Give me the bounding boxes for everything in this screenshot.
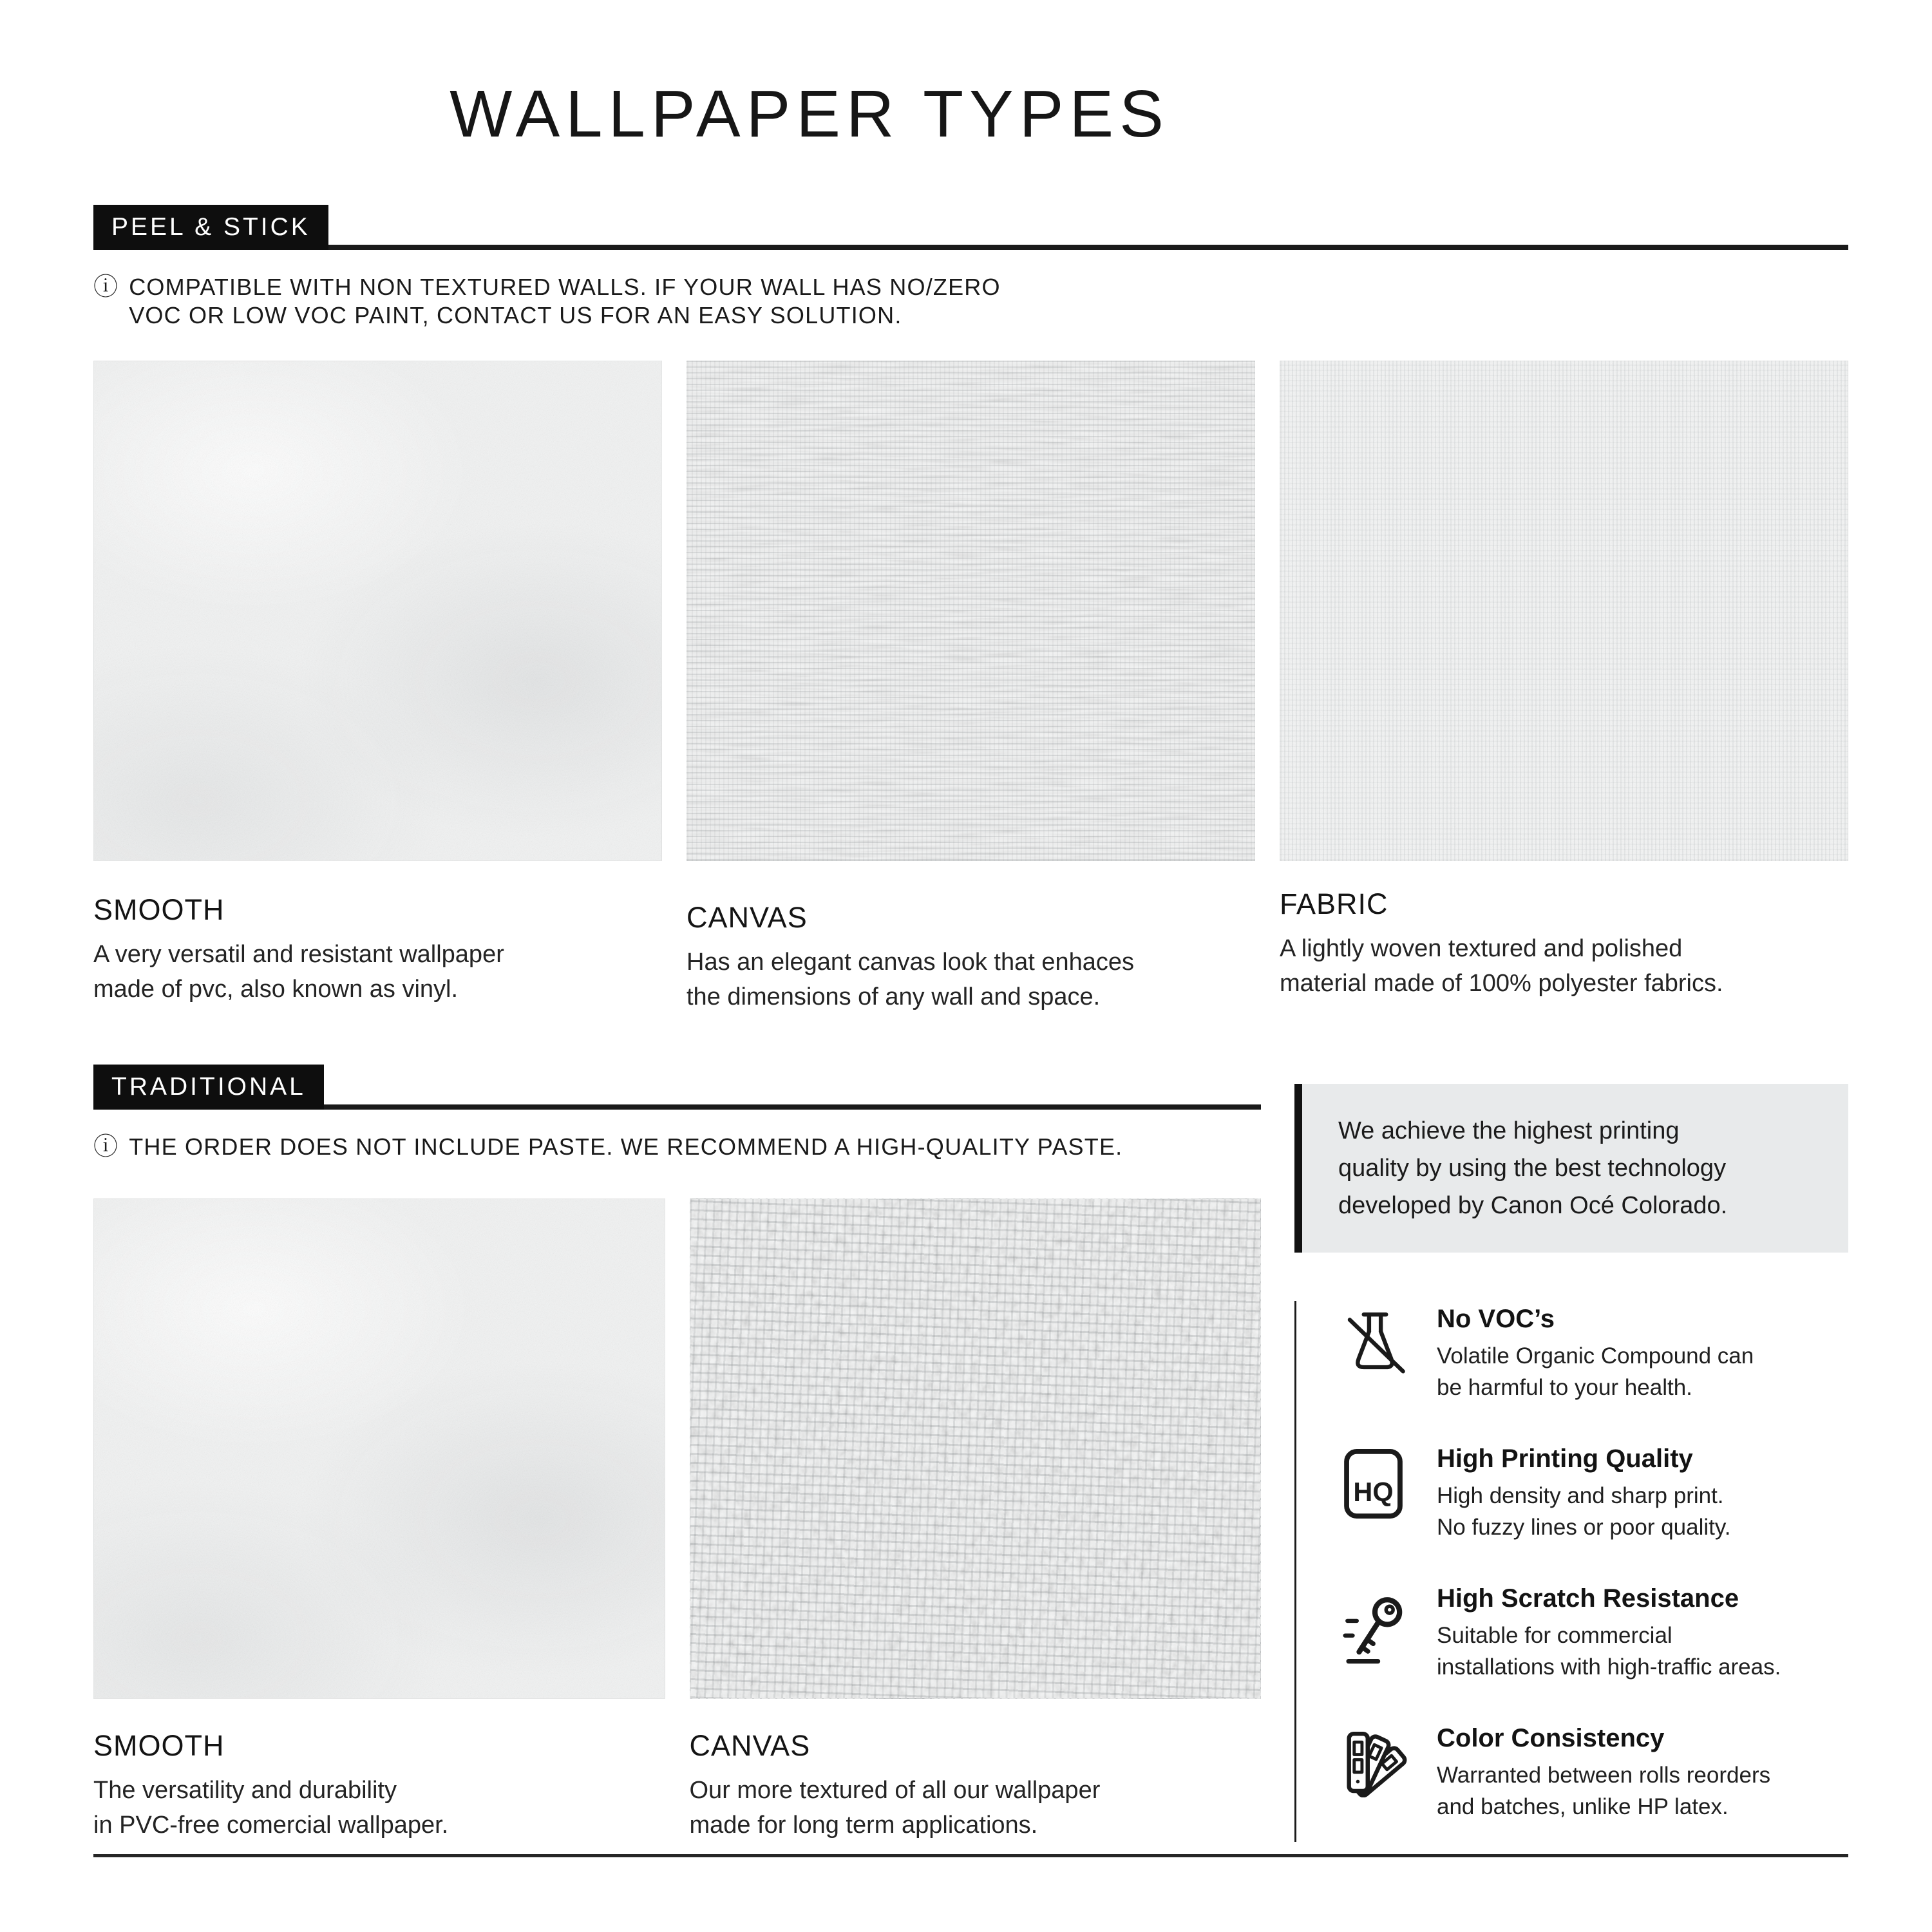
hq-badge-icon [1343, 1444, 1407, 1543]
panel-line: We achieve the highest printing [1338, 1117, 1680, 1145]
feature-no-voc [1343, 1305, 1848, 1403]
feature-high-scratch-resistance [1343, 1584, 1848, 1683]
peel-stick-rule [328, 245, 1848, 250]
feature-title: High Scratch Resistance [1437, 1584, 1739, 1613]
traditional-types [93, 1198, 1261, 1842]
page-title: WALLPAPER TYPES [450, 77, 1170, 151]
svg-text:HQ: HQ [1353, 1477, 1394, 1508]
panel-line: quality by using the best technology [1338, 1155, 1727, 1182]
info-icon: ⓘ [93, 274, 119, 301]
canvas-texture-swatch [687, 361, 1255, 861]
type-description: Has an elegant canvas look that enhaces the dimensions of any wall and space. [687, 949, 1135, 1011]
printing-quality-panel [1294, 1084, 1848, 1253]
footer-rule [93, 1854, 1848, 1857]
feature-title: High Printing Quality [1437, 1444, 1693, 1473]
feature-text: High density and sharp print. No fuzzy lines or poor quality. [1437, 1483, 1731, 1540]
type-description: A lightly woven textured and polished material made of 100% polyester fabrics. [1280, 935, 1723, 998]
traditional-note [93, 1133, 1261, 1161]
panel-accent-bar [1294, 1084, 1302, 1253]
feature-text: Volatile Organic Compound can be harmful to your health. [1437, 1343, 1754, 1401]
traditional-label: TRADITIONAL [93, 1065, 324, 1110]
peel-stick-note-line: VOC OR LOW VOC PAINT, CONTACT US FOR AN EASY SOLUTION. [129, 302, 902, 329]
feature-color-consistency [1343, 1724, 1848, 1823]
type-card-canvas [687, 361, 1255, 1014]
flask-crossed-icon [1343, 1305, 1407, 1403]
peel-stick-note-line: COMPATIBLE WITH NON TEXTURED WALLS. IF YOUR WALL HAS NO/ZERO [129, 274, 1001, 301]
type-description: Our more textured of all our wallpaper made for long term applications. [689, 1777, 1101, 1839]
peel-stick-label: PEEL & STICK [93, 205, 328, 250]
peel-stick-note [93, 273, 1848, 330]
smooth-texture-swatch [93, 1198, 665, 1699]
color-fan-icon [1343, 1724, 1407, 1823]
quality-sidebar [1294, 1084, 1848, 1842]
feature-title: Color Consistency [1437, 1724, 1665, 1753]
fabric-texture-swatch [1280, 361, 1848, 861]
type-label: FABRIC [1280, 887, 1388, 921]
peel-stick-types [93, 361, 1848, 1014]
smooth-texture-swatch [93, 361, 662, 861]
feature-text: Suitable for commercial installations with high-traffic areas. [1437, 1623, 1781, 1680]
type-label: CANVAS [689, 1729, 811, 1763]
traditional-section-bar [93, 1065, 1261, 1110]
type-card-fabric [1280, 361, 1848, 1014]
traditional-note-line: THE ORDER DOES NOT INCLUDE PASTE. WE RECOMMEND A HIGH-QUALITY PASTE. [129, 1133, 1123, 1160]
panel-line: developed by Canon Océ Colorado. [1338, 1192, 1728, 1220]
feature-text: Warranted between rolls reorders and batches, unlike HP latex. [1437, 1763, 1771, 1820]
traditional-rule [324, 1104, 1261, 1110]
type-label: SMOOTH [93, 1729, 225, 1763]
type-label: CANVAS [687, 901, 808, 934]
feature-list [1294, 1301, 1848, 1842]
peel-stick-section-bar [93, 205, 1848, 250]
feature-high-printing-quality [1343, 1444, 1848, 1543]
info-icon: ⓘ [93, 1133, 119, 1161]
feature-title: No VOC’s [1437, 1305, 1555, 1334]
type-description: A very versatil and resistant wallpaper made of pvc, also known as vinyl. [93, 941, 504, 1003]
type-card-smooth [93, 1198, 665, 1842]
key-icon [1343, 1584, 1407, 1683]
type-card-canvas [690, 1198, 1262, 1842]
type-description: The versatility and durability in PVC-free comercial wallpaper. [93, 1777, 449, 1839]
canvas-texture-swatch [690, 1198, 1262, 1699]
type-card-smooth [93, 361, 662, 1014]
type-label: SMOOTH [93, 893, 225, 927]
